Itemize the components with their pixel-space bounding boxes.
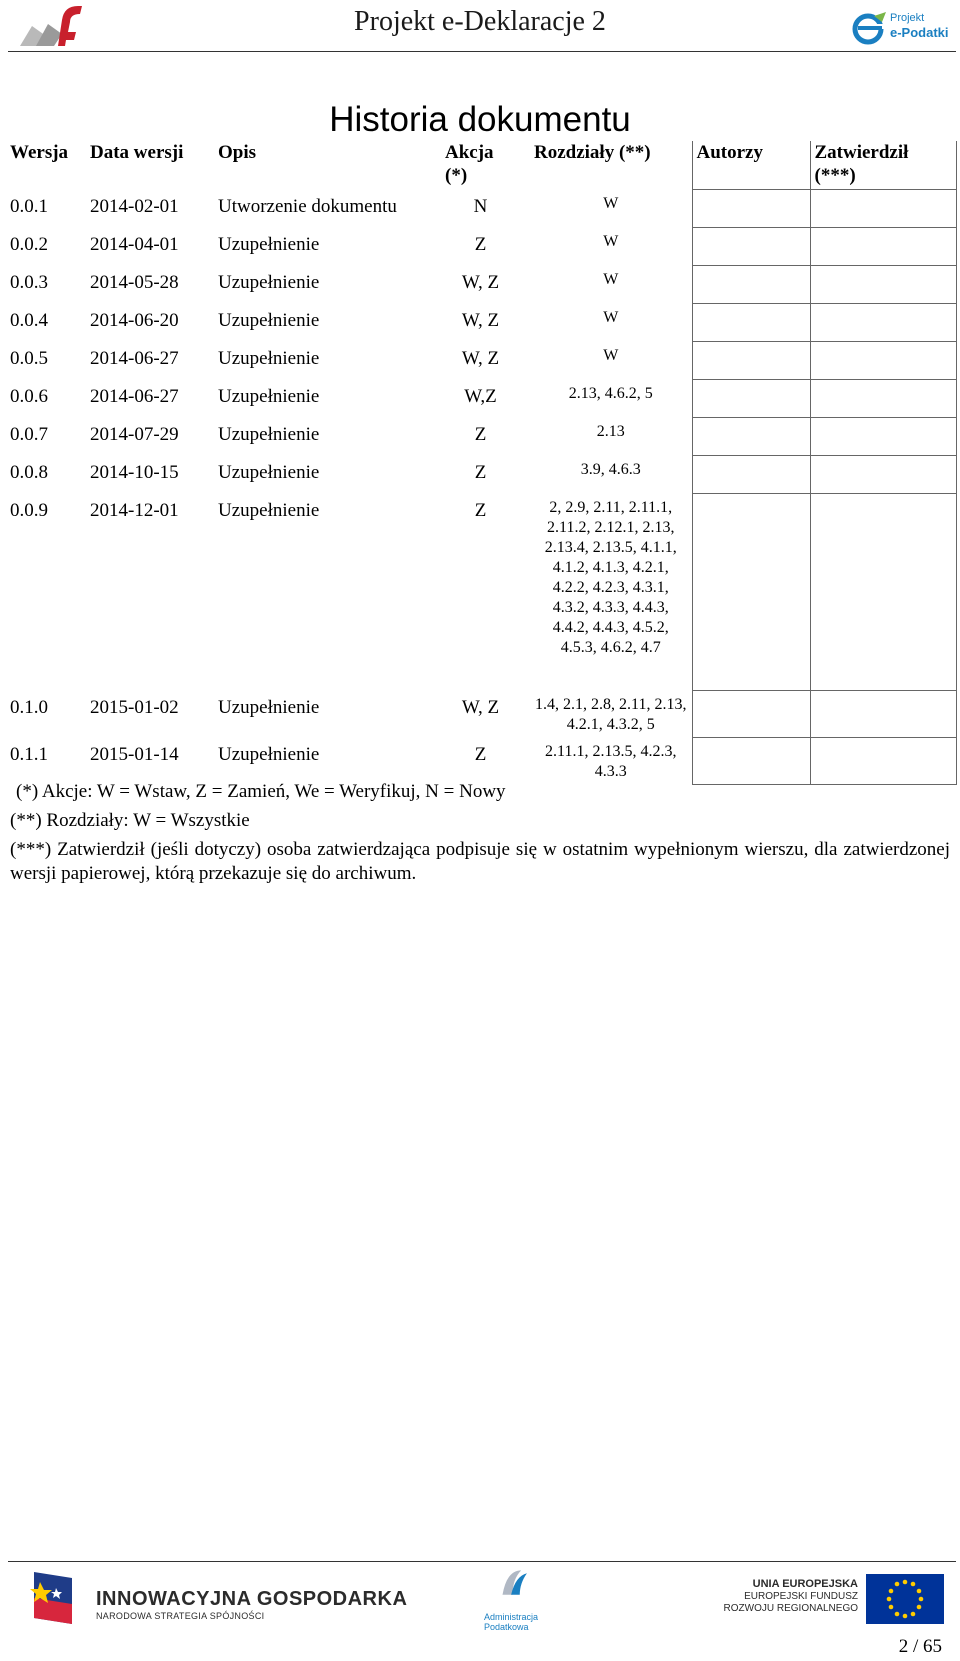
table-row xyxy=(6,190,956,228)
cell-sections: W xyxy=(603,346,619,364)
cell-date: 2014-06-27 xyxy=(90,385,179,407)
cell-description: Uzupełnienie xyxy=(218,461,320,483)
section-title: Historia dokumentu xyxy=(329,100,631,139)
cell-sections: W xyxy=(603,232,619,250)
cell-authors xyxy=(692,494,810,691)
col-header-approved-line1: Zatwierdził xyxy=(814,142,909,163)
table-row xyxy=(6,228,956,266)
administracja-podatkowa-logo-icon xyxy=(484,1566,544,1612)
cell-action: W, Z xyxy=(461,347,500,369)
innowacyjna-gospodarka-title: INNOWACYJNA GOSPODARKA xyxy=(96,1588,408,1610)
cell-version: 0.0.1 xyxy=(10,195,48,217)
cell-action: Z xyxy=(474,233,487,255)
col-header-action xyxy=(441,141,530,190)
cell-description: Uzupełnienie xyxy=(218,233,320,255)
header-title: Projekt e-Deklaracje 2 xyxy=(354,6,606,37)
eu-line1: UNIA EUROPEJSKA xyxy=(752,1578,858,1590)
innowacyjna-gospodarka-subtitle: NARODOWA STRATEGIA SPÓJNOŚCI xyxy=(96,1611,265,1621)
cell-date: 2014-04-01 xyxy=(90,233,179,255)
cell-approved xyxy=(810,266,956,304)
cell-action: W, Z xyxy=(461,309,500,331)
cell-date: 2015-01-14 xyxy=(90,743,179,765)
cell-authors xyxy=(692,228,810,266)
table-header-row xyxy=(6,141,956,190)
innowacyjna-gospodarka-flag-icon xyxy=(30,1568,76,1628)
cell-action: Z xyxy=(474,499,487,521)
page-header xyxy=(0,0,960,56)
cell-approved xyxy=(810,380,956,418)
cell-description: Uzupełnienie xyxy=(218,499,320,521)
cell-action: W,Z xyxy=(464,385,497,407)
cell-action: Z xyxy=(474,423,487,445)
cell-approved xyxy=(810,418,956,456)
col-header-authors: Autorzy xyxy=(692,141,810,190)
eu-fund-text xyxy=(690,1578,858,1615)
cell-sections: 3.9, 4.6.3 xyxy=(580,460,641,478)
cell-sections: 2.13, 4.6.2, 5 xyxy=(568,384,653,402)
table-row xyxy=(6,304,956,342)
cell-date: 2014-02-01 xyxy=(90,195,179,217)
table-row xyxy=(6,266,956,304)
cell-authors xyxy=(692,418,810,456)
col-header-sections: Rozdziały (**) xyxy=(534,142,651,163)
cell-description: Uzupełnienie xyxy=(218,696,320,718)
e-podatki-logo-icon xyxy=(852,10,888,46)
cell-authors xyxy=(692,691,810,738)
legend-sections: (**) Rozdziały: W = Wszystkie xyxy=(10,810,250,831)
cell-version: 0.0.7 xyxy=(10,423,48,445)
cell-authors xyxy=(692,342,810,380)
ap-line2: Podatkowa xyxy=(484,1622,529,1632)
cell-sections: 1.4, 2.1, 2.8, 2.11, 2.13, 4.2.1, 4.3.2, 5 xyxy=(535,695,687,733)
table-row xyxy=(6,418,956,456)
cell-version: 0.0.6 xyxy=(10,385,48,407)
col-header-approved-line2: (***) xyxy=(814,165,856,186)
cell-version: 0.1.0 xyxy=(10,696,48,718)
projekt-e-podatki-logo xyxy=(852,10,958,46)
cell-version: 0.0.4 xyxy=(10,309,48,331)
cell-approved xyxy=(810,342,956,380)
e-podatki-logo-line1: Projekt xyxy=(890,12,925,24)
eu-line2: EUROPEJSKI FUNDUSZ xyxy=(744,1591,858,1602)
cell-action: Z xyxy=(474,743,487,765)
cell-description: Uzupełnienie xyxy=(218,271,320,293)
cell-action: W, Z xyxy=(461,271,500,293)
cell-sections: 2, 2.9, 2.11, 2.11.1, 2.11.2, 2.12.1, 2.13, 2.13.4, 2.13.5, 4.1.1, 4.1.2, 4.1.3, 4.2.1, 4.2.2, 4.2.3, 4.3.1, 4.3.2, 4.3.3, 4.4.3, 4.4.2, 4.4.3, 4.5.2, 4.5.3, 4.6.2, 4.7 xyxy=(544,498,677,656)
cell-description: Uzupełnienie xyxy=(218,309,320,331)
administracja-podatkowa-text xyxy=(484,1612,538,1632)
col-header-version: Wersja xyxy=(10,142,69,163)
col-header-approved xyxy=(810,141,956,190)
cell-version: 0.1.1 xyxy=(10,743,48,765)
cell-approved xyxy=(810,190,956,228)
cell-description: Utworzenie dokumentu xyxy=(218,195,397,217)
cell-approved xyxy=(810,691,956,738)
ap-line1: Administracja xyxy=(484,1612,539,1622)
table-row xyxy=(6,738,956,785)
cell-version: 0.0.3 xyxy=(10,271,48,293)
cell-authors xyxy=(692,304,810,342)
cell-date: 2015-01-02 xyxy=(90,696,179,718)
cell-authors xyxy=(692,738,810,785)
col-header-description: Opis xyxy=(218,142,257,163)
table-row xyxy=(6,456,956,494)
legend-approved: (***) Zatwierdził (jeśli dotyczy) osoba zatwierdzająca podpisuje się w ostatnim wypełnionym wierszu, dla zatwierdzonej wersji papierowej, którą przekazuje się do archiwum. xyxy=(10,839,950,884)
table-row xyxy=(6,380,956,418)
cell-date: 2014-10-15 xyxy=(90,461,179,483)
cell-approved xyxy=(810,494,956,691)
cell-version: 0.0.5 xyxy=(10,347,48,369)
cell-date: 2014-12-01 xyxy=(90,499,179,521)
cell-authors xyxy=(692,456,810,494)
footer-divider xyxy=(8,1561,956,1562)
col-header-date: Data wersji xyxy=(90,142,184,163)
table-row xyxy=(6,691,956,738)
cell-date: 2014-06-20 xyxy=(90,309,179,331)
cell-description: Uzupełnienie xyxy=(218,423,320,445)
cell-sections: W xyxy=(603,270,619,288)
eu-flag-icon xyxy=(866,1574,944,1624)
cell-authors xyxy=(692,380,810,418)
cell-action: W, Z xyxy=(461,696,500,718)
cell-sections: W xyxy=(603,308,619,326)
table-row xyxy=(6,494,956,691)
table-row xyxy=(6,342,956,380)
col-header-action-line2: (*) xyxy=(445,165,468,186)
document-history-table xyxy=(6,141,957,785)
page-number: 2 / 65 xyxy=(898,1636,942,1657)
cell-description: Uzupełnienie xyxy=(218,385,320,407)
cell-version: 0.0.8 xyxy=(10,461,48,483)
cell-approved xyxy=(810,304,956,342)
legend-actions: (*) Akcje: W = Wstaw, Z = Zamień, We = Weryfikuj, N = Nowy xyxy=(16,781,506,802)
table-legend xyxy=(10,780,950,891)
cell-sections: W xyxy=(603,194,619,212)
cell-approved xyxy=(810,456,956,494)
cell-date: 2014-06-27 xyxy=(90,347,179,369)
cell-action: N xyxy=(473,195,488,217)
header-divider xyxy=(8,51,956,52)
eu-line3: ROZWOJU REGIONALNEGO xyxy=(723,1603,858,1614)
cell-date: 2014-05-28 xyxy=(90,271,179,293)
cell-action: Z xyxy=(474,461,487,483)
cell-description: Uzupełnienie xyxy=(218,347,320,369)
cell-approved xyxy=(810,228,956,266)
cell-description: Uzupełnienie xyxy=(218,743,320,765)
cell-version: 0.0.2 xyxy=(10,233,48,255)
cell-sections: 2.11.1, 2.13.5, 4.2.3, 4.3.3 xyxy=(545,742,677,780)
cell-approved xyxy=(810,738,956,785)
col-header-action-line1: Akcja xyxy=(445,142,494,163)
e-podatki-logo-line2: e-Podatki xyxy=(890,25,949,40)
cell-sections: 2.13 xyxy=(596,422,625,440)
cell-version: 0.0.9 xyxy=(10,499,48,521)
footer-logos xyxy=(0,1566,960,1630)
cell-authors xyxy=(692,190,810,228)
cell-date: 2014-07-29 xyxy=(90,423,179,445)
cell-authors xyxy=(692,266,810,304)
